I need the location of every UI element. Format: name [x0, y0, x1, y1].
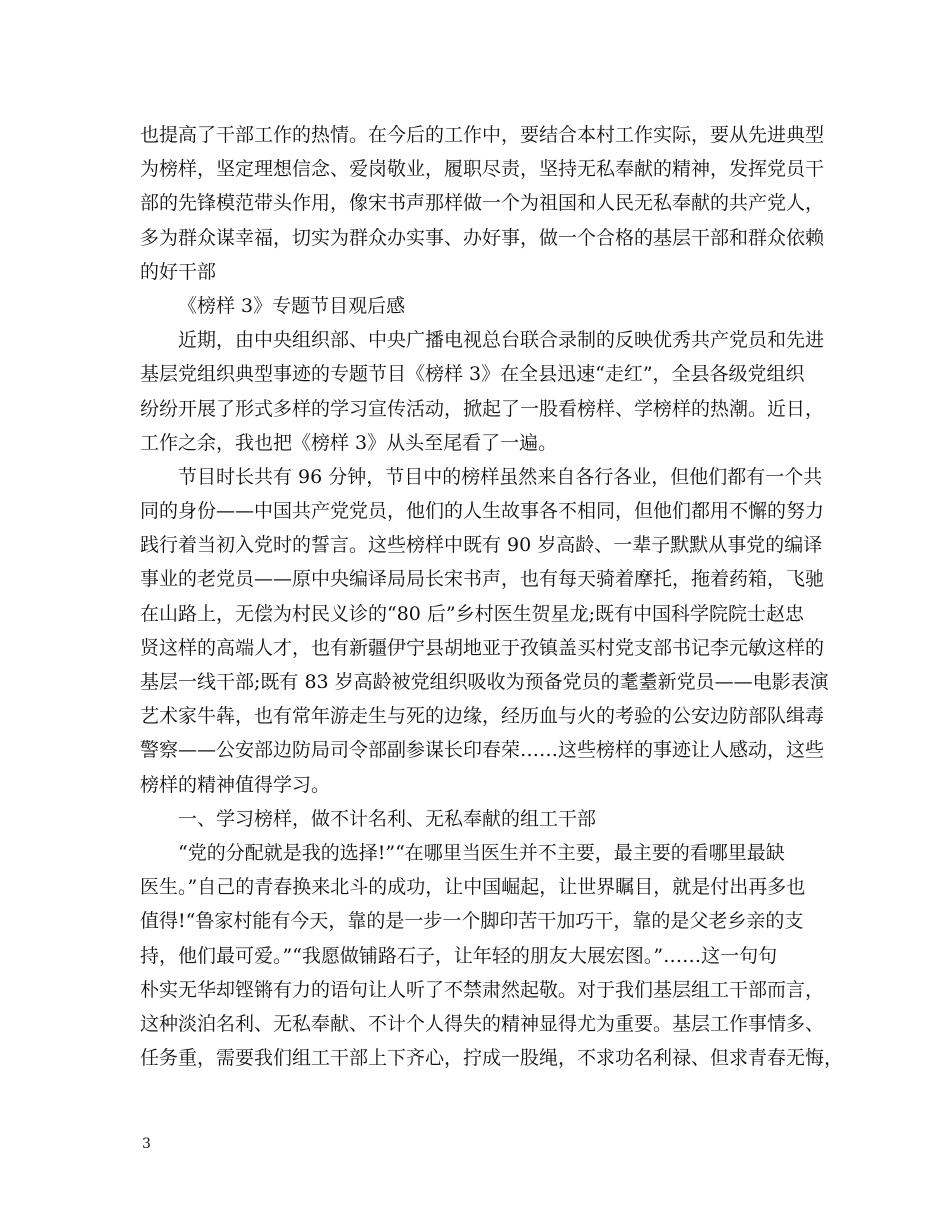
text-line: 榜样的精神值得学习。: [140, 773, 331, 796]
section-heading: 一、学习榜样，做不计名利、无私奉献的组工干部: [178, 807, 597, 830]
text-line: 工作之余，我也把《榜样 3》从头至尾看了一遍。: [140, 431, 558, 454]
text-line: 医生。”自己的青春换来北斗的成功，让中国崛起，让世界瞩目，就是付出再多也: [140, 876, 806, 899]
text-line: 也提高了干部工作的热情。在今后的工作中，要结合本村工作实际，要从先进典型: [140, 124, 825, 146]
section-title: 《榜样 3》专题节目观后感: [178, 294, 406, 317]
text-line: 近期，由中央组织部、中央广播电视总台联合录制的反映优秀共产党员和先进: [178, 329, 825, 352]
page-number: 3: [142, 1136, 151, 1152]
text-line: 基层一线干部;既有 83 岁高龄被党组织吸收为预备党员的耄耋新党员——电影表演: [140, 671, 829, 693]
text-line: 贤这样的高端人才，也有新疆伊宁县胡地亚于孜镇盖买村党支部书记李元敏这样的: [140, 636, 825, 659]
text-line: “党的分配就是我的选择!”“在哪里当医生并不主要，最主要的看哪里最缺: [178, 841, 785, 864]
text-line: 事业的老党员——原中央编译局局长宋书声，也有每天骑着摩托，拖着药箱，飞驰: [140, 568, 825, 591]
text-line: 节目时长共有 96 分钟，节目中的榜样虽然来自各行各业，但他们都有一个共: [178, 465, 823, 488]
text-line: 为榜样，坚定理想信念、爱岗敬业，履职尽责，坚持无私奉献的精神，发挥党员干: [140, 158, 825, 181]
text-line: 多为群众谋幸福，切实为群众办实事、办好事，做一个合格的基层干部和群众依赖: [140, 226, 825, 249]
text-line: 警察——公安部边防局司令部副参谋长印春荣……这些榜样的事迹让人感动，这些: [140, 739, 825, 762]
text-line: 艺术家牛犇，也有常年游走生与死的边缘，经历血与火的考验的公安边防部队缉毒: [140, 705, 825, 728]
text-line: 这种淡泊名利、无私奉献、不计个人得失的精神显得尤为重要。基层工作事情多、: [140, 1012, 825, 1035]
text-line: 朴实无华却铿锵有力的语句让人听了不禁肃然起敬。对于我们基层组工干部而言，: [140, 978, 825, 1001]
text-line: 值得!“鲁家村能有今天，靠的是一步一个脚印苦干加巧干，靠的是父老乡亲的支: [140, 910, 804, 933]
text-line: 任务重，需要我们组工干部上下齐心，拧成一股绳，不求功名利禄、但求青春无悔，: [140, 1047, 844, 1070]
text-line: 基层党组织典型事迹的专题节目《榜样 3》在全县迅速“走红”，全县各级党组织: [140, 363, 805, 386]
text-line: 的好干部: [140, 260, 217, 283]
text-line: 持，他们最可爱。”“我愿做铺路石子，让年轻的朋友大展宏图。”……这一句句: [140, 944, 778, 967]
text-line: 同的身份——中国共产党党员，他们的人生故事各不相同，但他们都用不懈的努力: [140, 500, 825, 523]
document-body: [140, 118, 844, 1075]
text-line: 践行着当初入党时的誓言。这些榜样中既有 90 岁高龄、一辈子默默从事党的编译: [140, 534, 823, 557]
text-line: 部的先锋模范带头作用，像宋书声那样做一个为祖国和人民无私奉献的共产党人，: [140, 192, 825, 215]
text-line: 在山路上，无偿为村民义诊的“80 后”乡村医生贺星龙;既有中国科学院院士赵忠: [140, 602, 805, 625]
text-line: 纷纷开展了形式多样的学习宣传活动，掀起了一股看榜样、学榜样的热潮。近日，: [140, 397, 825, 420]
